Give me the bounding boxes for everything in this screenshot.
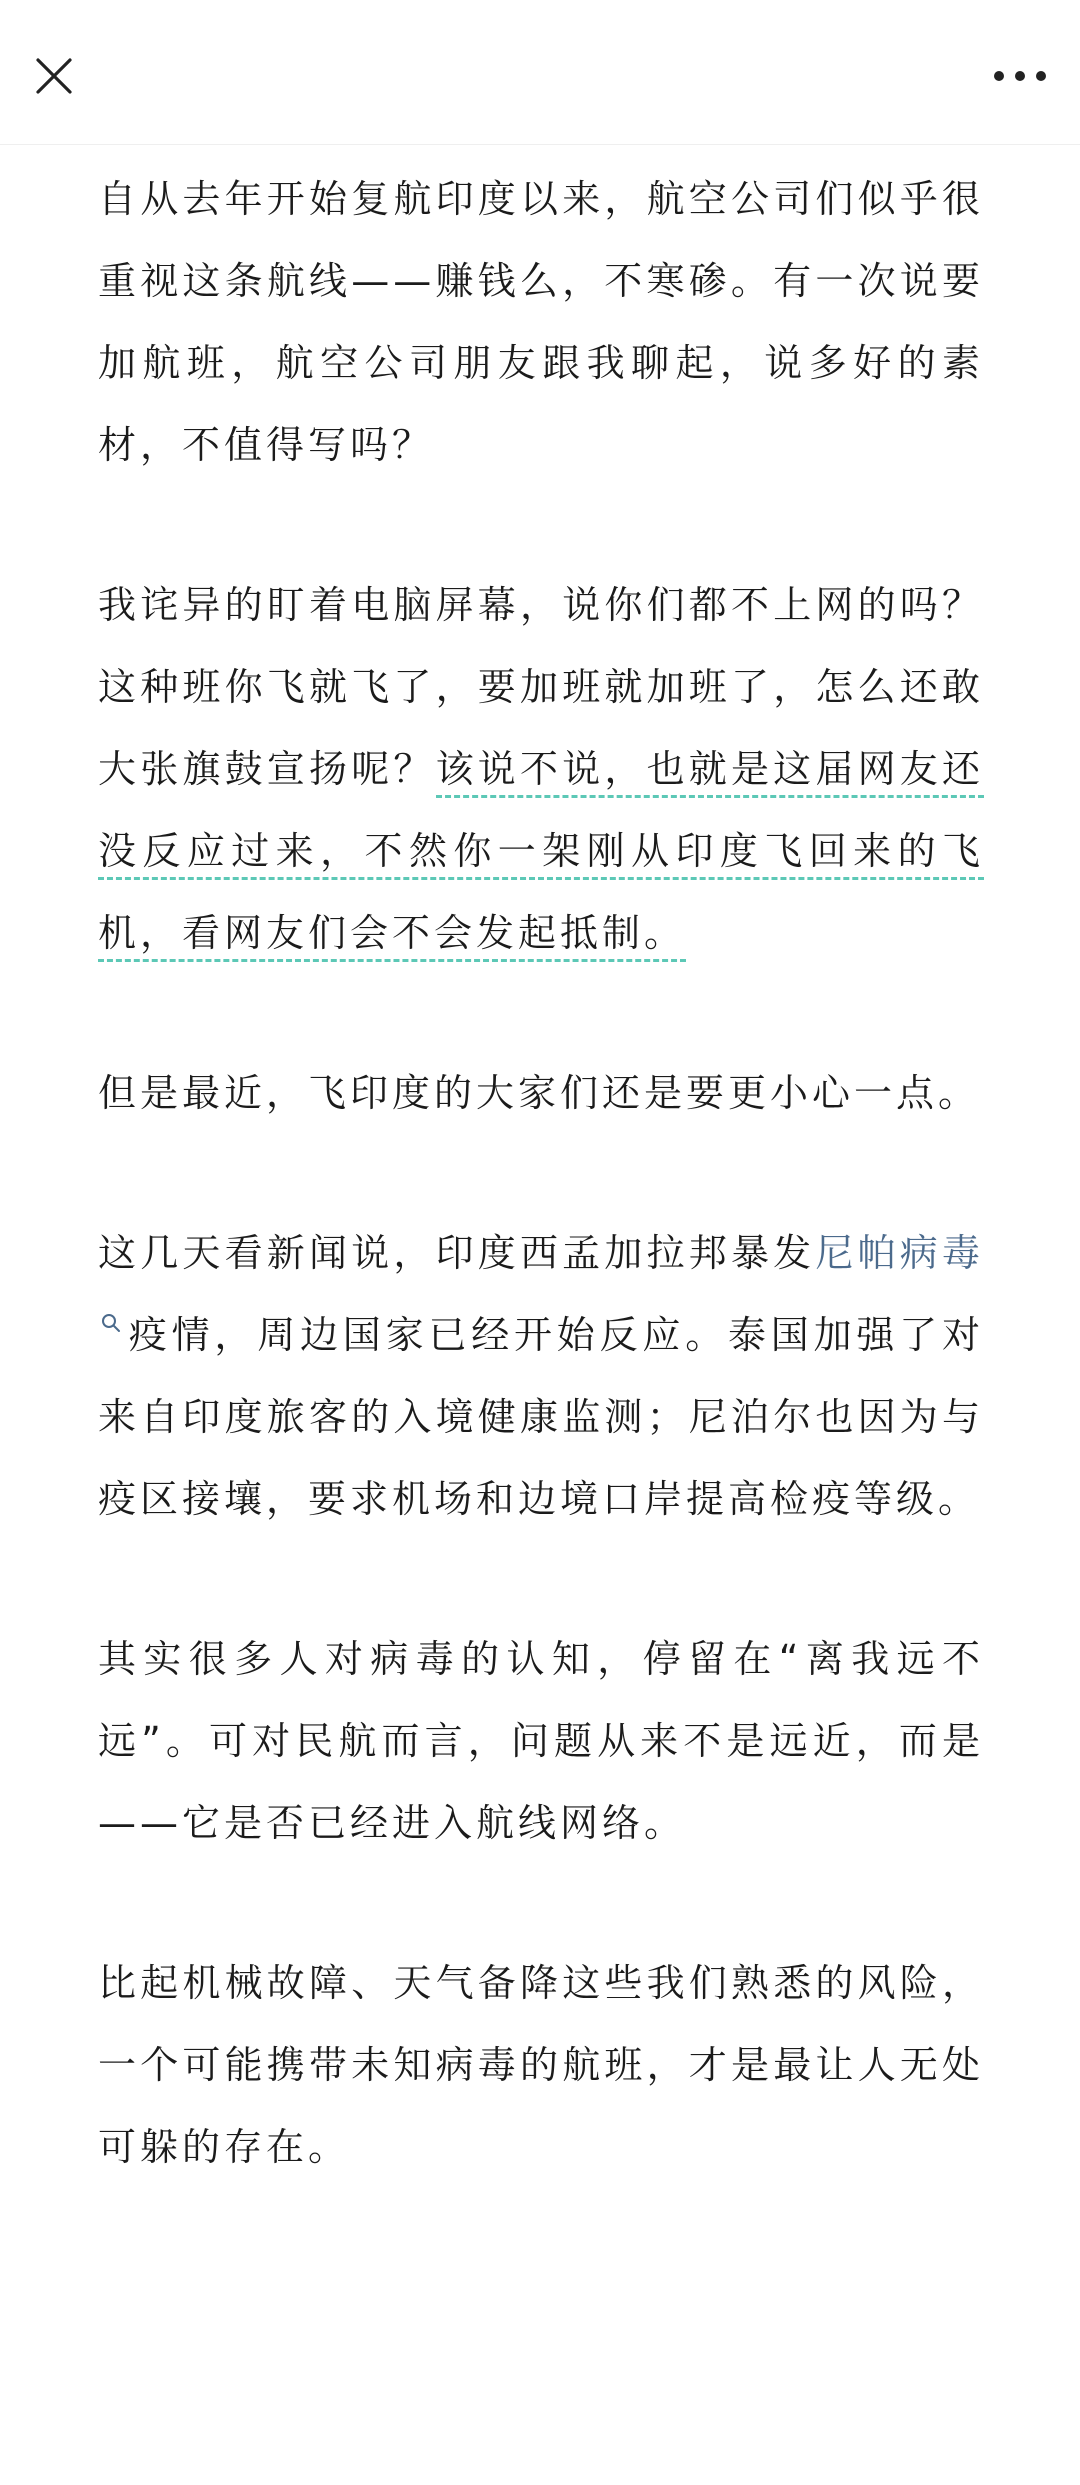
paragraph-5: 其实很多人对病毒的认知，停留在“离我远不远”。可对民航而言，问题从来不是远近，而是——它是否已经进入航线网络。 [98, 1637, 984, 1845]
annotated-highlight[interactable]: 该说不说，也就是这届网友还没反应过来，不然你一架刚从印度飞回来的飞机，看网友们会不会发起抵制。 [98, 747, 984, 962]
close-icon [34, 56, 74, 96]
keyword-search-link[interactable]: 尼帕病毒 [815, 1231, 984, 1275]
close-button[interactable] [22, 44, 86, 108]
paragraph-2 [98, 564, 984, 974]
top-nav-bar [0, 0, 1080, 145]
article-body [98, 158, 984, 2266]
paragraph-6: 比起机械故障、天气备降这些我们熟悉的风险，一个可能携带未知病毒的航班，才是最让人无处可躲的存在。 [98, 1961, 984, 2169]
paragraph-1: 自从去年开始复航印度以来，航空公司们似乎很重视这条航线——赚钱么，不寒碜。有一次说要加航班，航空公司朋友跟我聊起，说多好的素材，不值得写吗？ [98, 177, 984, 467]
more-options-button[interactable] [984, 44, 1056, 108]
paragraph-4-text-after: 疫情，周边国家已经开始反应。泰国加强了对来自印度旅客的入境健康监测；尼泊尔也因为与疫区接壤，要求机场和边境口岸提高检疫等级。 [98, 1313, 984, 1521]
paragraph-2-text: 我诧异的盯着电脑屏幕，说你们都不上网的吗？这种班你飞就飞了，要加班就加班了，怎么还敢大张旗鼓宣扬呢？ [98, 583, 984, 791]
paragraph-4-text-before: 这几天看新闻说，印度西孟加拉邦暴发 [98, 1231, 816, 1275]
search-icon[interactable] [100, 1312, 122, 1334]
paragraph-4 [98, 1212, 984, 1540]
more-dots-icon [992, 69, 1048, 83]
paragraph-3: 但是最近，飞印度的大家们还是要更小心一点。 [98, 1071, 981, 1115]
